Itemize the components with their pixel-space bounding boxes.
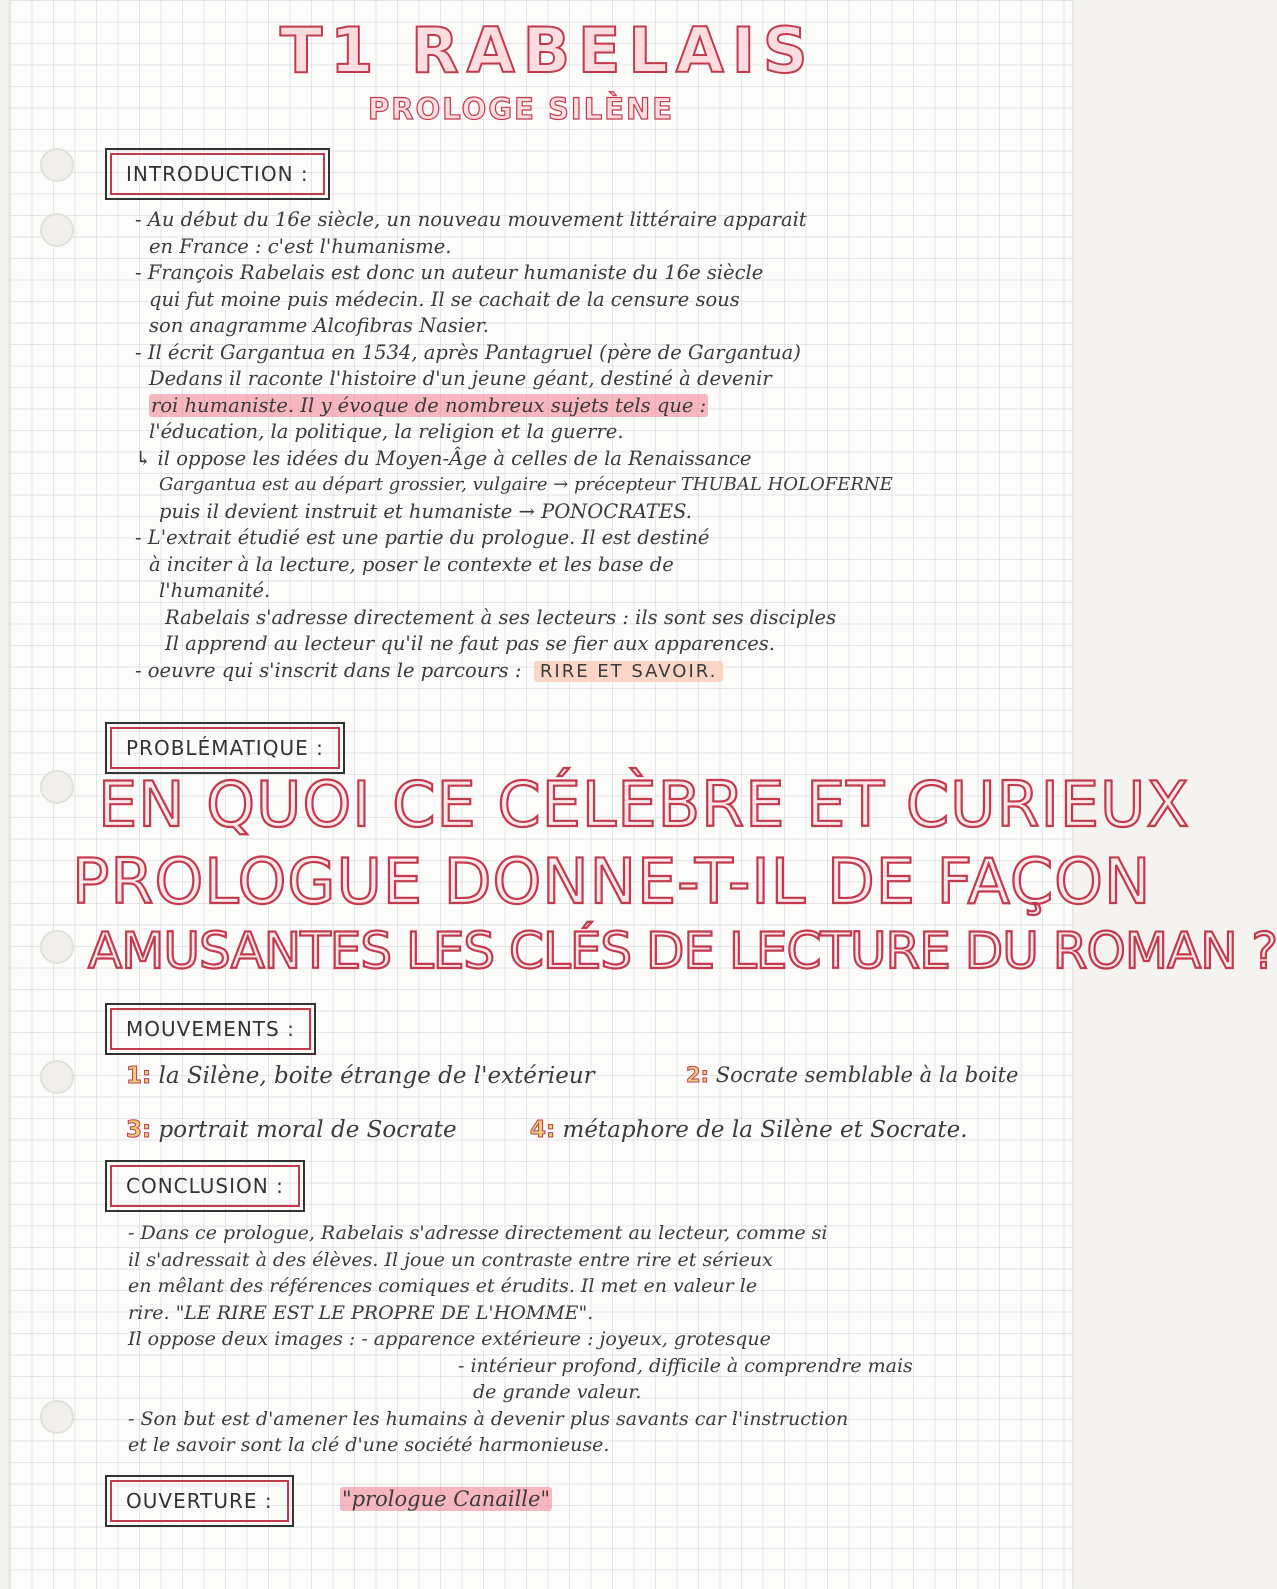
- ouverture-text: [340, 1486, 552, 1513]
- intro-line: ↳ il oppose les idées du Moyen-Âge à celles de la Renaissance: [135, 446, 752, 470]
- conclusion-line: il s'adressait à des élèves. Il joue un contraste entre rire et sérieux: [128, 1248, 773, 1271]
- binder-hole: [40, 770, 74, 804]
- mouvements-label: MOUVEMENTS :: [110, 1008, 311, 1050]
- mouvement-number: 4:: [530, 1117, 556, 1143]
- conclusion-line: de grande valeur.: [473, 1381, 642, 1403]
- intro-line: - oeuvre qui s'inscrit dans le parcours :: [135, 658, 522, 682]
- intro-line: puis il devient instruit et humaniste → PONOCRATES.: [159, 499, 692, 523]
- binder-hole: [40, 1060, 74, 1094]
- binder-hole: [40, 213, 74, 247]
- conclusion-text: [128, 1220, 913, 1459]
- mouvement-item-2: [686, 1063, 1018, 1087]
- conclusion-line: - intérieur profond, difficile à comprendre mais: [458, 1354, 913, 1377]
- notebook-page: [10, 0, 1277, 1589]
- ouverture-value: "prologue Canaille": [342, 1487, 551, 1511]
- conclusion-label: CONCLUSION :: [110, 1165, 300, 1207]
- intro-line: - François Rabelais est donc un auteur humaniste du 16e siècle: [135, 261, 764, 284]
- intro-line: - Il écrit Gargantua en 1534, après Pantagruel (père de Gargantua): [135, 340, 801, 364]
- intro-line: l'humanité.: [159, 579, 271, 602]
- introduction-text: [135, 207, 893, 685]
- ouverture-label: OUVERTURE :: [110, 1480, 289, 1522]
- intro-line: - L'extrait étudié est une partie du prologue. Il est destiné: [135, 526, 710, 549]
- mouvement-number: 1:: [126, 1063, 152, 1089]
- problematique-line-2: PROLOGUE DONNE-T-IL DE FAÇON: [72, 845, 1152, 918]
- mouvement-item-3: [126, 1117, 457, 1143]
- intro-line: son anagramme Alcofibras Nasier.: [149, 314, 489, 337]
- mouvement-text: portrait moral de Socrate: [158, 1117, 457, 1143]
- conclusion-line: Il oppose deux images : - apparence extérieure : joyeux, grotesque: [128, 1328, 771, 1350]
- page-subtitle: PROLOGE SILÈNE: [368, 92, 675, 126]
- mouvement-text: métaphore de la Silène et Socrate.: [562, 1117, 968, 1143]
- conclusion-line: rire. "LE RIRE EST LE PROPRE DE L'HOMME".: [128, 1301, 594, 1324]
- mouvement-item-4: [530, 1117, 968, 1143]
- conclusion-line: en mêlant des références comiques et érudits. Il met en valeur le: [128, 1275, 758, 1297]
- binder-hole: [40, 148, 74, 182]
- mouvement-number: 3:: [126, 1117, 152, 1143]
- mouvement-number: 2:: [686, 1063, 710, 1087]
- intro-line: en France : c'est l'humanisme.: [149, 234, 452, 258]
- intro-line: l'éducation, la politique, la religion et la guerre.: [149, 420, 624, 443]
- intro-line: - Au début du 16e siècle, un nouveau mouvement littéraire apparait: [135, 208, 807, 231]
- intro-line: Gargantua est au départ grossier, vulgaire → précepteur THUBAL HOLOFERNE: [159, 474, 893, 495]
- binder-hole: [40, 1400, 74, 1434]
- problematique-line-3: AMUSANTES LES CLÉS DE LECTURE DU ROMAN ?: [88, 922, 1277, 980]
- intro-line: roi humaniste. Il y évoque de nombreux sujets tels que :: [151, 393, 707, 417]
- intro-line: Rabelais s'adresse directement à ses lecteurs : ils sont ses disciples: [165, 605, 837, 629]
- problematique-label: PROBLÉMATIQUE :: [110, 727, 340, 769]
- conclusion-line: - Son but est d'amener les humains à devenir plus savants car l'instruction: [128, 1407, 849, 1430]
- conclusion-line: et le savoir sont la clé d'une société harmonieuse.: [128, 1434, 610, 1456]
- mouvement-text: Socrate semblable à la boite: [715, 1063, 1019, 1087]
- intro-line: Il apprend au lecteur qu'il ne faut pas se fier aux apparences.: [165, 632, 775, 655]
- binder-hole: [40, 930, 74, 964]
- introduction-label: INTRODUCTION :: [110, 153, 325, 195]
- parcours-badge: RIRE ET SAVOIR.: [534, 661, 724, 682]
- intro-line: Dedans il raconte l'histoire d'un jeune géant, destiné à devenir: [149, 367, 772, 390]
- intro-line: qui fut moine puis médecin. Il se cachait de la censure sous: [149, 287, 740, 311]
- intro-line: à inciter à la lecture, poser le contexte et les base de: [149, 552, 674, 576]
- mouvement-text: la Silène, boite étrange de l'extérieur: [158, 1063, 595, 1089]
- conclusion-line: - Dans ce prologue, Rabelais s'adresse directement au lecteur, comme si: [128, 1222, 828, 1244]
- problematique-line-1: EN QUOI CE CÉLÈBRE ET CURIEUX: [98, 768, 1190, 841]
- mouvement-item-1: [126, 1063, 595, 1089]
- page-title: T1 RABELAIS: [280, 14, 816, 87]
